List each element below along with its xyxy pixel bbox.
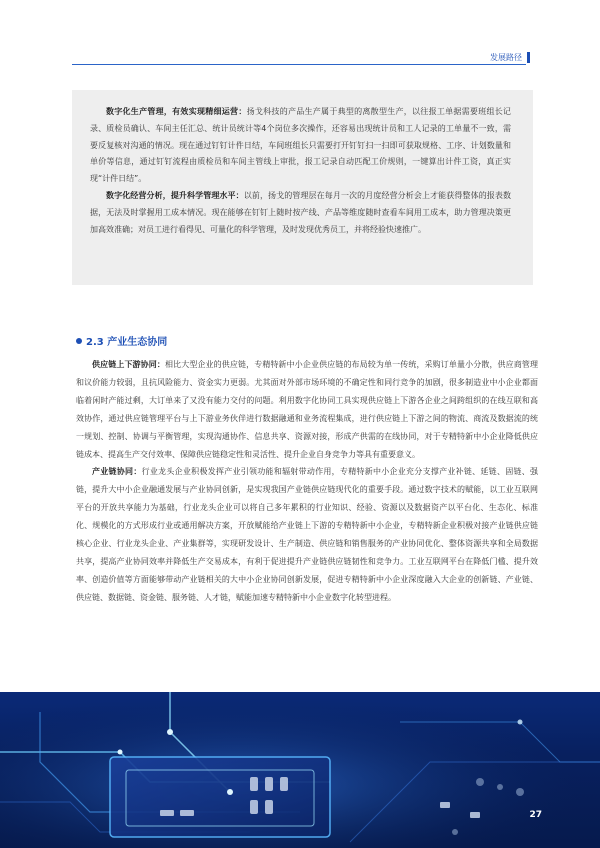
header-accent-bar	[527, 52, 530, 63]
header-rule	[72, 64, 526, 65]
body-paragraph-1-text: 相比大型企业的供应链，专精特新中小企业供应链的布局较为单一传统，采购订单量小分散，供应商管理和议价能力较弱，且抗风险能力、资金实力更弱。尤其面对外部市场环境的不确定性和同行竞争的加剧，很多制造业中小企业都面临着闲时产能过剩，大订单来了又没有能力交付的问题。利用数字化协同工具实现供应链上下游各企业之间跨组织的在线互联和高效协作，通过供应链管理平台与上下游业务伙伴进行数据融通和业务流程集成，进行供应链上下游之间的物流、商流及数据流的统一规划、控制、协调与平衡管理，实现沟通协作、信息共享、资源对接，形成产供需的在线协同，对于专精特新中小企业降低供应链成本、提高生产交付效率、保障供应链稳定性和灵活性、提升企业自身竞争力等具有重要意义。	[76, 360, 538, 459]
header-label: 发展路径	[490, 53, 522, 62]
section-title-text: 2.3 产业生态协同	[86, 337, 168, 348]
box-paragraph-2	[90, 188, 511, 238]
box-paragraph-1	[90, 104, 511, 188]
box-paragraph-1-text: 扬戈科技的产品生产属于典型的离散型生产，以往报工单据需要班组长记录、质检员确认、车间主任汇总、统计员统计等4个岗位多次操作，还容易出现统计员和工人记录的工单量不一致，需要反复核对沟通的情况。现在通过钉钉计件日结，车间班组长只需要打开钉钉扫一扫即可获取规格、工序、计划数量和单价等信息，通过钉钉流程由质检员和车间主管线上审批，报工记录自动匹配工价规则，一键算出计件工资，真正实现“计件日结”。	[90, 107, 512, 184]
body-paragraph-2	[76, 463, 538, 606]
body-paragraph-1	[76, 356, 538, 463]
body-paragraph-2-text: 行业龙头企业积极发挥产业引领功能和辐射带动作用，专精特新中小企业充分支撑产业补链、延链、固链、强链，提升大中小企业融通发展与产业协同创新，是实现我国产业链供应链现代化的重要手段。通过数字技术的赋能，以工业互联网平台的开放共享能力为基础，行业龙头企业可以将自己多年累积的行业知识、经验、资源以及数据资产以平台化、生态化、标准化、规模化的方式形成行业或通用解决方案，开放赋能给产业链上下游的专精特新中小企业，专精特新企业积极对接产业链供应链核心企业、行业龙头企业、产业集群等，实现研发设计、生产制造、供应链和销售服务的产业协同优化、整体资源共享和全局数据共享，提高产业协同效率并降低生产交易成本，有利于促进提升产业链供应链韧性和竞争力。工业互联网平台在降低门槛、提升效率、创造价值等方面能够带动产业链相关的大中小企业协同创新发展，促进专精特新中小企业深度融入大企业的创新链、产业链、供应链、数据链、资金链、服务链、人才链，赋能加速专精特新中小企业数字化转型进程。	[76, 467, 539, 602]
bullet-dot-icon	[76, 338, 82, 344]
circuit-board-photo	[0, 692, 600, 848]
body-paragraph-2-lead: 产业链协同：	[92, 467, 142, 477]
page-number: 27	[529, 810, 542, 820]
circuit-board-illustration	[0, 692, 600, 848]
section-heading	[76, 333, 167, 348]
box-paragraph-1-lead: 数字化生产管理，有效实现精细运营：	[106, 107, 247, 116]
box-paragraph-2-text: 以前，扬戈的管理层在每月一次的月度经营分析会上才能获得整体的报表数据，无法及时掌握用工成本情况。现在能够在钉钉上随时按产线、产品等维度随时查看车间用工成本，助力管理决策更加高效准确；对员工进行看得见、可量化的科学管理，及时发现优秀员工，并将经验快速推广。	[90, 190, 511, 234]
case-study-box	[72, 90, 533, 285]
body-paragraph-1-lead: 供应链上下游协同：	[92, 360, 165, 369]
box-paragraph-2-lead: 数字化经营分析，提升科学管理水平：	[106, 190, 244, 200]
body-text	[76, 356, 538, 607]
